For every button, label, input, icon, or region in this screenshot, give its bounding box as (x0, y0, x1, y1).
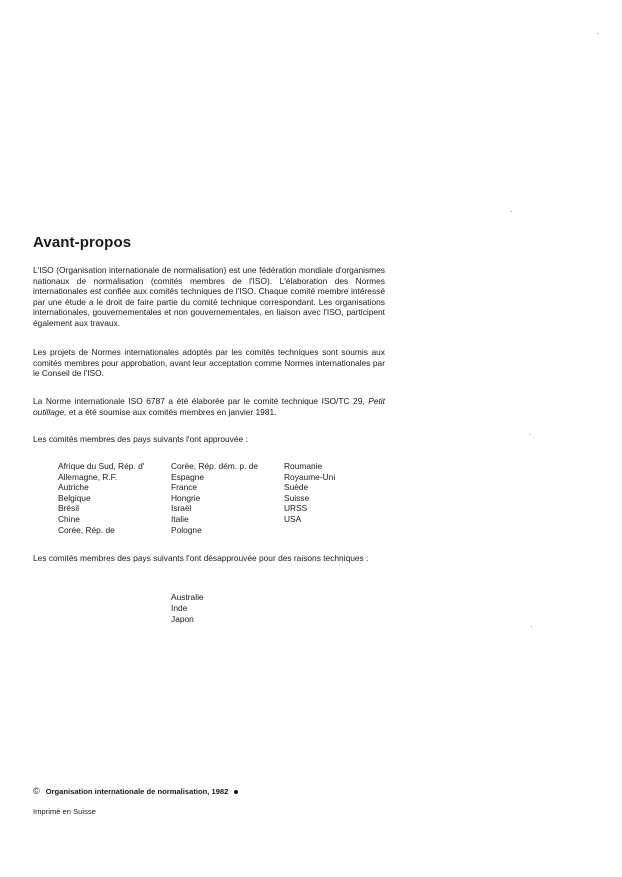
standard-text-end: et a été soumise aux comités membres en janvier 1981. (66, 406, 277, 417)
bullet-icon (234, 790, 238, 794)
scan-speck (511, 211, 512, 212)
foreword-paragraph-standard (33, 396, 385, 417)
country-item: URSS (284, 503, 308, 514)
standard-text-start: La Norme internationale ISO 6787 a été élaborée par le comité technique ISO/TC 29, (33, 396, 369, 406)
approved-column-1 (58, 461, 144, 535)
country-item: Espagne (171, 471, 205, 482)
country-item: Afrique du Sud, Rép. d' (58, 461, 145, 471)
country-item: USA (284, 513, 302, 524)
copyright-icon: © (33, 786, 40, 796)
country-item: Royaume-Uni (284, 471, 336, 482)
printed-in: Imprimé en Suisse (33, 807, 96, 816)
country-item: Corée, Rép. dém. p. de (171, 461, 259, 471)
country-item: Italie (171, 513, 189, 524)
scan-speck (530, 434, 531, 435)
country-item: Israël (171, 503, 192, 514)
country-item: Suède (284, 482, 309, 493)
country-item: Corée, Rép. de (58, 524, 115, 535)
scan-speck (597, 33, 598, 34)
country-item: Japon (171, 614, 194, 624)
country-item: Suisse (284, 492, 310, 503)
country-item: France (171, 482, 198, 493)
country-item: Brésil (58, 503, 79, 514)
country-item: Pologne (171, 524, 202, 535)
approved-column-2 (171, 461, 258, 535)
country-item: Roumanie (284, 461, 323, 471)
approved-intro: Les comités membres des pays suivants l'ont approuvée : (33, 434, 248, 444)
copyright-text: Organisation internationale de normalisation, 1982 (45, 787, 229, 796)
page-title: Avant-propos (33, 234, 132, 251)
country-item: Inde (171, 603, 188, 613)
country-item: Chine (58, 513, 80, 524)
country-item: Allemagne, R.F. (58, 471, 118, 482)
country-item: Autriche (58, 482, 89, 493)
country-item: Belgique (58, 492, 91, 503)
foreword-paragraph-iso: L'ISO (Organisation internationale de normalisation) est une fédération mondiale d'organismes nationaux de normalisation (comités membres de l'ISO). L'élaboration des Normes internationales est confiée aux comités techniques de l'ISO. Chaque comité membre intéressé par une étude a le droit de faire partie du comité technique correspondant. Les organisations internationales, gouvernementales et non gouvernementales, en liaison avec l'ISO, participent également aux travaux. (33, 265, 385, 328)
country-item: Hongrie (171, 492, 201, 503)
committee-title: Petit outillage, (33, 396, 385, 417)
disapproved-intro: Les comités membres des pays suivants l'ont désapprouvée pour des raisons techniques : (33, 553, 369, 563)
foreword-paragraph-approval: Les projets de Normes internationales adoptés par les comités techniques sont soumis aux comités membres pour approbation, avant leur acceptation comme Normes internationales par le Conseil de l'ISO. (33, 347, 385, 379)
approved-column-3 (284, 461, 335, 525)
disapproved-countries-list (171, 592, 204, 625)
copyright-line (33, 786, 238, 796)
scan-speck (531, 626, 532, 627)
country-item: Australie (171, 592, 204, 602)
